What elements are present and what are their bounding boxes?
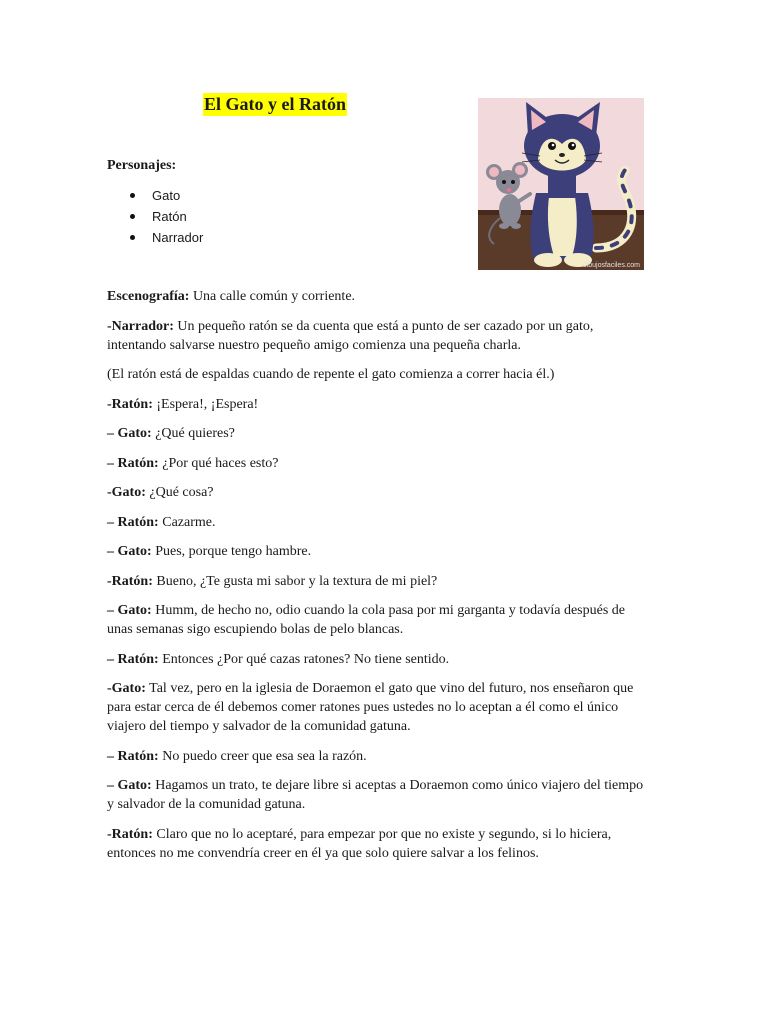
dialogue-text: Tal vez, pero en la iglesia de Doraemon el gato que vino del futuro, nos enseñaron que para estar cerca de él debemos comer ratones pues ustedes no lo aceptan a él como el único viajero del tiempo y salvador de la comunidad gatuna. [107, 681, 634, 734]
character-name: Ratón [152, 209, 187, 224]
dialogue-paragraph [107, 679, 647, 736]
character-name: Narrador [152, 230, 204, 245]
dialogue-paragraph [107, 454, 647, 473]
dialogue-paragraph [107, 776, 647, 814]
dialogue-text: Hagamos un trato, te dejare libre si aceptas a Doraemon como único viajero del tiempo y salvador de la comunidad gatuna. [107, 778, 644, 812]
bullet-icon [130, 214, 135, 219]
dialogue-paragraph [107, 483, 647, 502]
speaker-label: – Ratón: [107, 455, 159, 471]
speaker-label: – Ratón: [107, 748, 159, 764]
dialogue-text: (El ratón está de espaldas cuando de repente el gato comienza a correr hacia él.) [107, 367, 555, 382]
dialogue-text: Cazarme. [158, 514, 216, 530]
dialogue-text: Entonces ¿Por qué cazas ratones? No tiene sentido. [158, 651, 450, 667]
dialogue-paragraph [107, 395, 647, 414]
dialogue-text: Un pequeño ratón se da cuenta que está a punto de ser cazado por un gato, intentando salvarse nuestro pequeño amigo comienza una pequeña charla. [107, 318, 594, 353]
dialogue-paragraph [107, 825, 647, 863]
dialogue-paragraph [107, 287, 647, 306]
document-title: El Gato y el Ratón [204, 94, 346, 114]
bullet-icon [130, 193, 135, 198]
dialogue-paragraph [107, 650, 647, 669]
speaker-label: -Ratón: [107, 826, 153, 842]
speaker-label: -Ratón: [107, 396, 153, 412]
speaker-label: – Gato: [107, 544, 152, 559]
dialogue-paragraph [107, 365, 647, 384]
speaker-label: – Ratón: [107, 514, 159, 530]
dialogue-paragraph [107, 572, 647, 591]
list-item [110, 206, 203, 227]
dialogue-text: Pues, porque tengo hambre. [151, 544, 312, 559]
dialogue-text: Una calle común y corriente. [189, 289, 356, 304]
dialogue-text: ¡Espera!, ¡Espera! [152, 396, 259, 412]
dialogue-text: Bueno, ¿Te gusta mi sabor y la textura de mi piel? [152, 573, 438, 589]
speaker-label: -Gato: [107, 681, 146, 696]
dialogue-paragraph [107, 513, 647, 532]
dialogue-text: ¿Qué quieres? [151, 426, 235, 441]
speaker-label: – Ratón: [107, 651, 159, 667]
speaker-label: – Gato: [107, 426, 152, 441]
cat-and-mouse-illustration [478, 98, 644, 270]
character-name: Gato [152, 188, 181, 203]
speaker-label: -Gato: [107, 485, 146, 500]
dialogue-paragraph [107, 747, 647, 766]
dialogue-paragraph [107, 424, 647, 443]
speaker-label: -Ratón: [107, 573, 153, 589]
dialogue-text: No puedo creer que esa sea la razón. [158, 748, 367, 764]
dialogue-paragraph [107, 542, 647, 561]
dialogue-paragraph [107, 601, 647, 639]
characters-list [110, 185, 203, 248]
dialogue-paragraph [107, 317, 647, 355]
list-item [110, 185, 203, 206]
watermark-text: dibujosfaciles.com [582, 262, 640, 269]
characters-heading: Personajes: [107, 158, 177, 173]
dialogue-text: Claro que no lo aceptaré, para empezar por que no existe y segundo, si lo hiciera, entonces no me convendría creer en él ya que solo quiere salvar a los felinos. [107, 826, 612, 861]
list-item [110, 227, 203, 248]
speaker-label: -Narrador: [107, 318, 174, 334]
bullet-icon [130, 235, 135, 240]
dialogue-text: ¿Qué cosa? [145, 485, 214, 500]
speaker-label: – Gato: [107, 603, 152, 618]
speaker-label: – Gato: [107, 778, 152, 793]
dialogue-text: Humm, de hecho no, odio cuando la cola pasa por mi garganta y todavía después de unas semanas sigo escupiendo bolas de pelo blancas. [107, 603, 625, 637]
speaker-label: Escenografía: [107, 289, 190, 304]
script-body [107, 287, 647, 873]
dialogue-text: ¿Por qué haces esto? [158, 455, 279, 471]
